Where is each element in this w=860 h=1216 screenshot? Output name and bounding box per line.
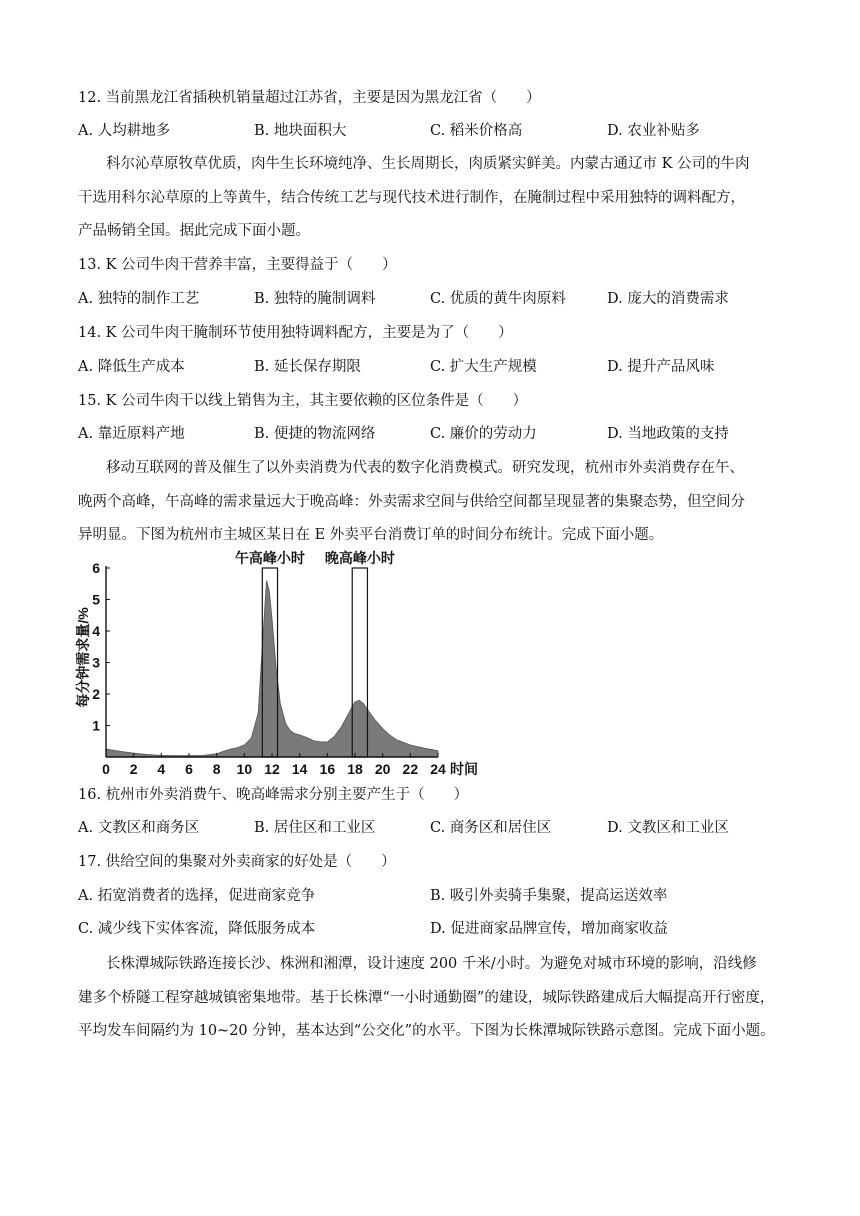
q12-option-c: C. 稻米价格高: [430, 123, 523, 139]
passage-1-line-3: 产品畅销全国。据此完成下面小题。: [78, 223, 310, 239]
y-tick-label: 5: [92, 591, 100, 608]
x-tick-label: 10: [236, 761, 253, 777]
x-tick-label: 22: [402, 761, 419, 777]
x-tick-label: 16: [319, 761, 336, 777]
y-tick-label: 6: [92, 560, 100, 576]
peak-hour-label: 晚高峰小时: [324, 550, 395, 566]
q15-option-a: A. 靠近原料产地: [78, 426, 185, 442]
x-tick-label: 8: [212, 761, 221, 777]
x-tick-label: 20: [374, 761, 391, 777]
question-17-stem: 17. 供给空间的集聚对外卖商家的好处是（ ）: [78, 854, 396, 870]
question-15-stem: 15. K 公司牛肉干以线上销售为主，其主要依赖的区位条件是（ ）: [78, 393, 528, 409]
x-tick-label: 12: [264, 761, 280, 777]
q16-option-d: D. 文教区和工业区: [607, 820, 729, 836]
question-14-stem: 14. K 公司牛肉干腌制环节使用独特调料配方，主要是为了（ ）: [78, 325, 513, 341]
demand-area: [106, 581, 438, 757]
passage-3-line-2: 建多个桥隧工程穿越城镇密集地带。基于长株潭“一小时通勤圈”的建设，城际铁路建成后大幅提高开行密度，: [78, 990, 775, 1006]
q17-option-c: C. 减少线下实体客流，降低服务成本: [78, 921, 316, 937]
passage-1-line-1: 科尔沁草原牧草优质，肉牛生长环境纯净、生长周期长，肉质紧实鲜美。内蒙古通辽市 K 公司的牛肉: [106, 156, 750, 172]
q15-option-c: C. 廉价的劳动力: [430, 426, 537, 442]
passage-2-line-3: 异明显。下图为杭州市主城区某日在 E 外卖平台消费订单的时间分布统计。完成下面小题。: [78, 527, 664, 543]
question-12-stem: 12. 当前黑龙江省插秧机销量超过江苏省，主要是因为黑龙江省（ ）: [78, 90, 541, 106]
y-tick-label: 1: [92, 717, 100, 734]
q17-option-d: D. 促进商家品牌宣传，增加商家收益: [430, 921, 668, 937]
y-tick-label: 3: [92, 654, 100, 671]
x-tick-label: 14: [291, 761, 308, 777]
x-tick-label: 4: [157, 761, 166, 777]
q12-option-d: D. 农业补贴多: [607, 123, 700, 139]
takeout-demand-chart: [70, 548, 490, 780]
passage-1-line-2: 干选用科尔沁草原的上等黄牛，结合传统工艺与现代技术进行制作，在腌制过程中采用独特的调料配方，: [78, 190, 745, 206]
q15-option-b: B. 便捷的物流网络: [254, 426, 376, 442]
y-tick-label: 4: [92, 623, 100, 639]
x-tick-label: 18: [347, 761, 363, 777]
q16-option-a: A. 文教区和商务区: [78, 820, 200, 836]
question-13-stem: 13. K 公司牛肉干营养丰富，主要得益于（ ）: [78, 257, 397, 273]
question-16-stem: 16. 杭州市外卖消费午、晚高峰需求分别主要产生于（ ）: [78, 787, 469, 803]
q13-option-a: A. 独特的制作工艺: [78, 291, 200, 307]
passage-3-line-1: 长株潭城际铁路连接长沙、株洲和湘潭，设计速度 200 千米/小时。为避免对城市环境的影响，沿线修: [106, 956, 757, 972]
q13-option-b: B. 独特的腌制调料: [254, 291, 376, 307]
x-tick-label: 0: [102, 761, 110, 777]
q14-option-c: C. 扩大生产规模: [430, 359, 537, 375]
q17-option-a: A. 拓宽消费者的选择，促进商家竞争: [78, 888, 316, 904]
q14-option-b: B. 延长保存期限: [254, 359, 361, 375]
passage-3-line-3: 平均发车间隔约为 10~20 分钟，基本达到“公交化”的水平。下图为长株潭城际铁路示意图。完成下面小题。: [78, 1023, 775, 1039]
q15-option-d: D. 当地政策的支持: [607, 426, 729, 442]
q16-option-b: B. 居住区和工业区: [254, 820, 376, 836]
y-tick-label: 2: [92, 686, 100, 702]
peak-hour-label: 午高峰小时: [234, 550, 305, 566]
q14-option-a: A. 降低生产成本: [78, 359, 185, 375]
x-tick-label: 6: [185, 761, 193, 777]
passage-2-line-1: 移动互联网的普及催生了以外卖消费为代表的数字化消费模式。研究发现，杭州市外卖消费存在午、: [106, 460, 744, 476]
q12-option-b: B. 地块面积大: [254, 123, 347, 139]
passage-2-line-2: 晚两个高峰，午高峰的需求量远大于晚高峰：外卖需求空间与供给空间都呈现显著的集聚态势，但空间分: [78, 494, 745, 510]
q13-option-d: D. 庞大的消费需求: [607, 291, 729, 307]
x-tick-label: 24: [430, 761, 446, 777]
q17-option-b: B. 吸引外卖骑手集聚，提高运送效率: [430, 888, 668, 904]
q13-option-c: C. 优质的黄牛肉原料: [430, 291, 566, 307]
q14-option-d: D. 提升产品风味: [607, 359, 715, 375]
x-tick-label: 2: [129, 761, 138, 777]
q16-option-c: C. 商务区和居住区: [430, 820, 552, 836]
y-axis-label: 每分钟需求量/%: [75, 607, 91, 708]
q12-option-a: A. 人均耕地多: [78, 123, 171, 139]
x-axis-label: 时间: [450, 761, 478, 777]
